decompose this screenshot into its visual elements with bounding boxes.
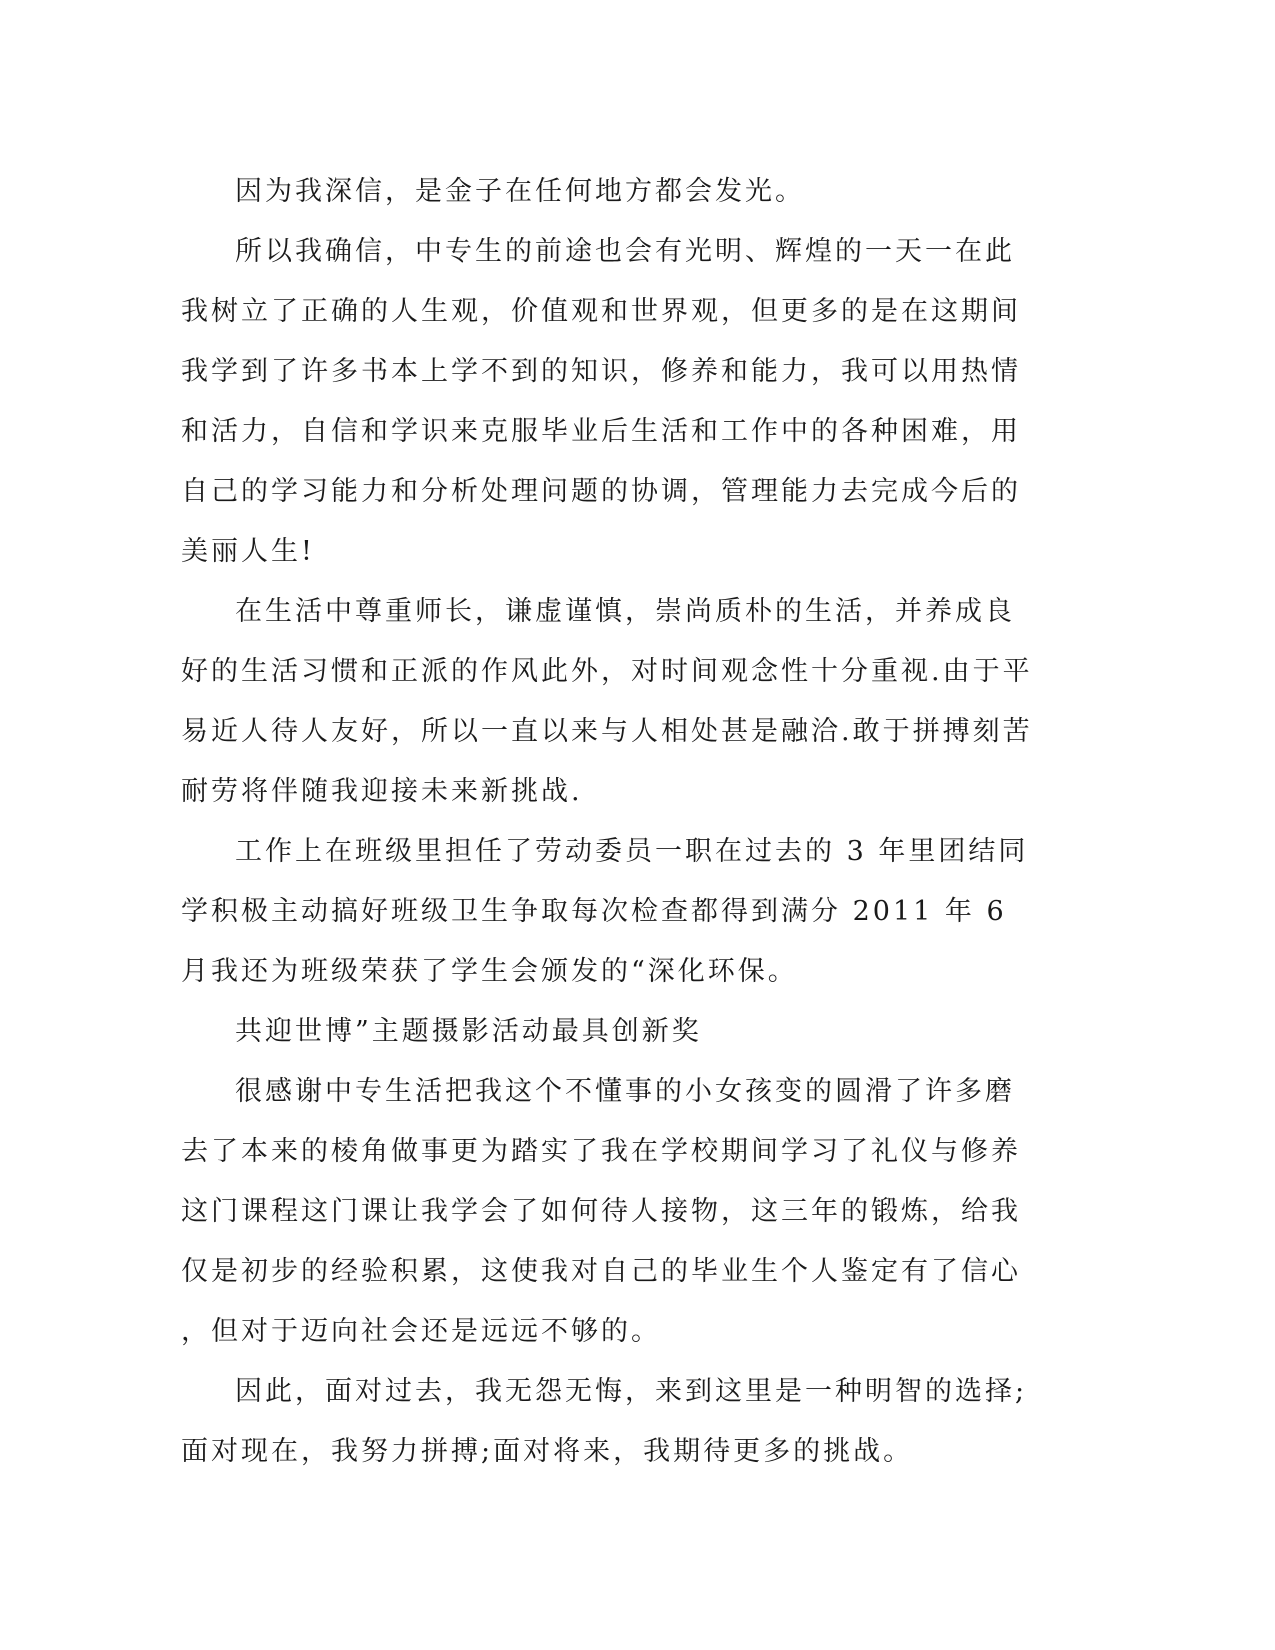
paragraph-5: 共迎世博”主题摄影活动最具创新奖 xyxy=(235,1016,702,1047)
document-body xyxy=(181,162,1037,1482)
paragraph-6: 很感谢中专生活把我这个不懂事的小女孩变的圆滑了许多磨去了本来的棱角做事更为踏实了我在学校期间学习了礼仪与修养这门课程这门课让我学会了如何待人接物，这三年的锻炼，给我仅是初步的经验积累，这使我对自己的毕业生个人鉴定有了信心，但对于迈向社会还是远远不够的。 xyxy=(181,1076,1021,1347)
paragraph-4: 工作上在班级里担任了劳动委员一职在过去的 3 年里团结同学积极主动搞好班级卫生争取每次检查都得到满分 2011 年 6 月我还为班级荣获了学生会颁发的“深化环保。 xyxy=(181,836,1029,987)
paragraph-2: 所以我确信，中专生的前途也会有光明、辉煌的一天一在此我树立了正确的人生观，价值观和世界观，但更多的是在这期间我学到了许多书本上学不到的知识，修养和能力，我可以用热情和活力，自信和学识来克服毕业后生活和工作中的各种困难，用自己的学习能力和分析处理问题的协调，管理能力去完成今后的美丽人生! xyxy=(181,236,1021,567)
paragraph-7: 因此，面对过去，我无怨无悔，来到这里是一种明智的选择;面对现在，我努力拼搏;面对将来，我期待更多的挑战。 xyxy=(181,1376,1028,1467)
paragraph-1: 因为我深信，是金子在任何地方都会发光。 xyxy=(235,176,805,207)
paragraph-3: 在生活中尊重师长，谦虚谨慎，崇尚质朴的生活，并养成良好的生活习惯和正派的作风此外，对时间观念性十分重视.由于平易近人待人友好，所以一直以来与人相处甚是融洽.敢于拼搏刻苦耐劳将伴随我迎接未来新挑战. xyxy=(181,596,1033,807)
